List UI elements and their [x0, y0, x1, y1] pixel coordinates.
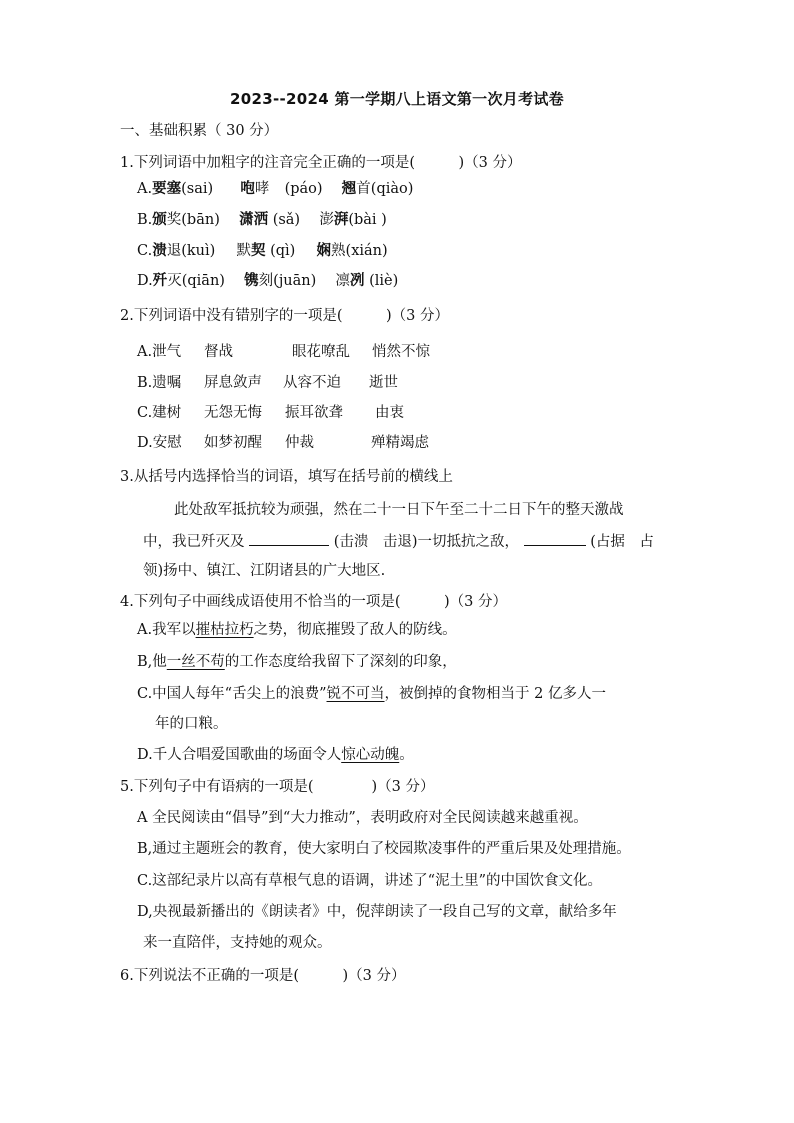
- word: 屏息敛声: [204, 375, 262, 391]
- fill-blank-1[interactable]: [249, 531, 329, 546]
- option-text: D.千人合唱爱国歌曲的场面令人: [137, 747, 342, 763]
- question-4-stem: 4.下列句子中画线成语使用不恰当的一项是( )（3 分）: [120, 594, 507, 610]
- word: C.建树: [137, 405, 182, 421]
- q1-option-d: [137, 271, 398, 291]
- pinyin: (liè): [369, 273, 399, 289]
- underlined-idiom: 摧枯拉朽: [195, 622, 254, 638]
- question-6-stem: 6.下列说法不正确的一项是( )（3 分）: [120, 968, 406, 984]
- bold-char: 要塞: [152, 180, 182, 197]
- word: 悄然不惊: [372, 344, 430, 360]
- word: 督战: [204, 344, 233, 360]
- word: 逝世: [369, 375, 398, 391]
- option-text: 之势，彻底摧毁了敌人的防线。: [253, 622, 457, 638]
- q4-option-a: [137, 620, 457, 640]
- word-rest: 刻: [258, 273, 274, 289]
- word: 由衷: [375, 405, 404, 421]
- q3-passage-line-3: 领)扬中、镇江、江阴诸县的广大地区.: [143, 563, 386, 579]
- word: A.泄气: [137, 344, 182, 360]
- pinyin: (kuì): [181, 243, 216, 259]
- q5-option-c: C.这部纪录片以高有草根气息的语调，讲述了“泥土里”的中国饮食文化。: [137, 873, 603, 889]
- word-rest: 澎: [319, 212, 334, 228]
- underlined-idiom: 一丝不苟: [166, 654, 225, 670]
- bold-char: 契: [250, 242, 266, 259]
- q5-option-d: D,央视最新播出的《朗读者》中，倪萍朗读了一段自己写的文章，献给多年: [137, 904, 617, 920]
- underlined-idiom: 锐不可当: [326, 686, 385, 702]
- option-text: 。: [399, 747, 414, 763]
- pinyin: (bān): [181, 212, 220, 228]
- pinyin: (sai): [181, 181, 214, 197]
- option-text: ，被倒掉的食物相当于 2 亿多人一: [384, 686, 606, 702]
- bold-char: 镌: [244, 272, 259, 289]
- pinyin: (sǎ): [272, 212, 301, 228]
- word-rest: 熟: [331, 243, 346, 259]
- question-1-stem: 1.下列词语中加粗字的注音完全正确的一项是( )（3 分）: [120, 155, 522, 171]
- word-rest: 奖: [166, 212, 182, 228]
- word: B.遗嘱: [137, 375, 182, 391]
- bold-char: 冽: [350, 272, 365, 289]
- passage-text: (击溃 击退)一切抵抗之敌，: [333, 534, 520, 550]
- word-rest: 退: [166, 243, 182, 259]
- option-label: D.: [137, 273, 153, 289]
- fill-blank-2[interactable]: [524, 531, 586, 546]
- q3-passage-line-2: [143, 531, 654, 552]
- word-rest: 凛: [335, 273, 351, 289]
- passage-text: 中，我已歼灭及: [143, 534, 245, 550]
- option-text: A.我军以: [137, 622, 196, 638]
- pinyin: (páo): [284, 181, 323, 197]
- word-rest: 哮: [254, 181, 270, 197]
- pinyin: (juān): [273, 273, 317, 289]
- question-3-stem: 3.从括号内选择恰当的词语，填写在括号前的横线上: [120, 469, 453, 485]
- q1-option-a: [137, 179, 413, 199]
- page-title: 2023--2024 第一学期八上语文第一次月考试卷: [230, 90, 564, 108]
- pinyin: (bài ): [348, 212, 387, 228]
- pinyin: (qì): [270, 243, 296, 259]
- option-label: A.: [137, 181, 153, 197]
- underlined-idiom: 惊心动魄: [341, 747, 400, 763]
- q4-option-b: [137, 652, 457, 672]
- q5-option-a: A 全民阅读由“倡导”到“大力推动”，表明政府对全民阅读越来越重视。: [137, 810, 588, 826]
- word: 无怨无悔: [204, 405, 262, 421]
- word: D.安慰: [137, 435, 182, 451]
- q4-option-c: [137, 684, 606, 704]
- word: 仲裁: [285, 435, 314, 451]
- question-2-stem: 2.下列词语中没有错别字的一项是( )（3 分）: [120, 308, 449, 324]
- option-label: C.: [137, 243, 153, 259]
- pinyin: (qiào): [370, 181, 414, 197]
- word: 殚精竭虑: [371, 435, 429, 451]
- option-label: B.: [137, 212, 153, 228]
- word: 眼花嘹乱: [292, 344, 350, 360]
- word-rest: 默: [236, 243, 251, 259]
- passage-text: (占据 占: [590, 534, 654, 550]
- bold-char: 湃: [333, 211, 349, 228]
- word-rest: 首: [356, 181, 371, 197]
- bold-char: 歼: [152, 272, 168, 289]
- pinyin: (xián): [345, 243, 388, 259]
- word-rest: 灭: [167, 273, 182, 289]
- section-heading: 一、基础积累（ 30 分）: [120, 123, 279, 139]
- word: 从容不迫: [283, 375, 341, 391]
- pinyin: (qiān): [181, 273, 225, 289]
- option-text: B,他: [137, 654, 167, 670]
- option-text: C.中国人每年“舌尖上的浪费”: [137, 686, 327, 702]
- bold-char: 娴: [316, 242, 332, 259]
- bold-char: 翘: [341, 180, 357, 197]
- bold-char: 咆: [240, 180, 255, 197]
- q1-option-b: [137, 210, 387, 230]
- q1-option-c: [137, 241, 388, 261]
- q5-option-d-continued: 来一直陪伴，支持她的观众。: [143, 935, 332, 951]
- bold-char: 潇洒: [239, 211, 269, 228]
- option-text: 的工作态度给我留下了深刻的印象，: [224, 654, 457, 670]
- word: 振耳欲聋: [285, 405, 343, 421]
- word: 如梦初醒: [204, 435, 262, 451]
- q4-option-c-continued: 年的口粮。: [155, 716, 228, 732]
- question-5-stem: 5.下列句子中有语病的一项是( )（3 分）: [120, 779, 435, 795]
- q4-option-d: [137, 745, 414, 765]
- bold-char: 溃: [152, 242, 167, 259]
- q5-option-b: B,通过主题班会的教育，使大家明白了校园欺凌事件的严重后果及处理措施。: [137, 841, 631, 857]
- q3-passage-line-1: 此处敌军抵抗较为顽强，然在二十一日下午至二十二日下午的整天激战: [174, 502, 624, 518]
- bold-char: 颁: [152, 211, 167, 228]
